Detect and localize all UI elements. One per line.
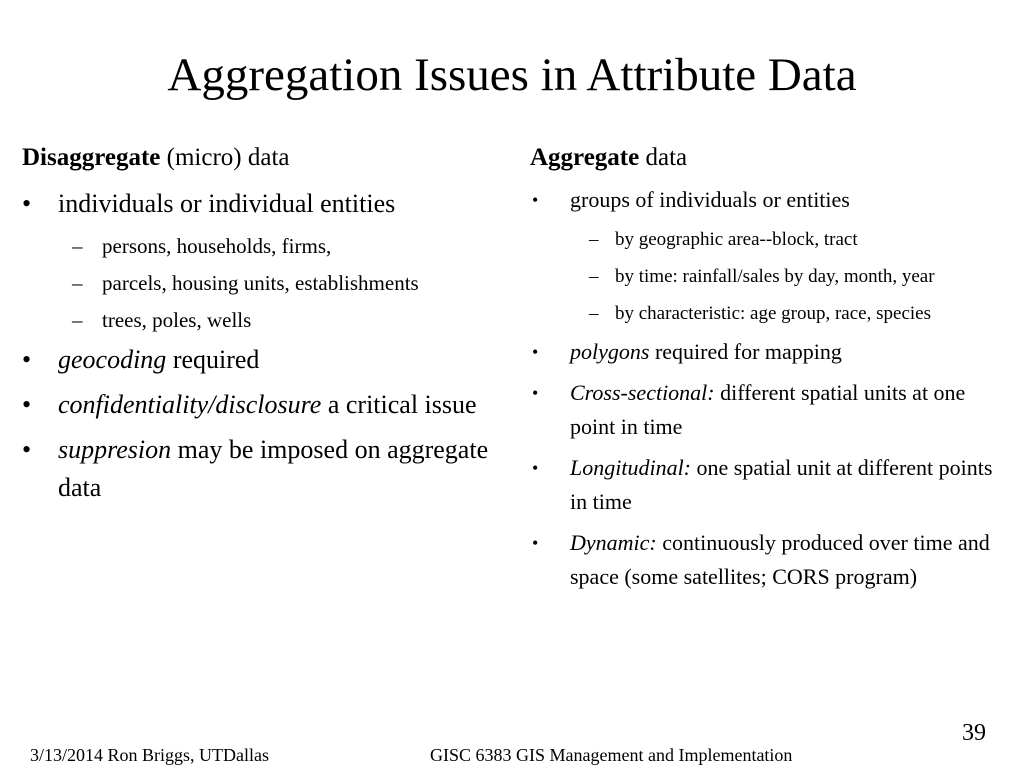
- sub-bullet-text: by time: rainfall/sales by day, month, year: [615, 266, 935, 287]
- bullet-text: groups of individuals or entities: [570, 187, 850, 212]
- bullet-marker: •: [532, 458, 539, 478]
- dash-marker: –: [72, 308, 83, 332]
- left-heading: [22, 143, 502, 173]
- sub-bullet-text: by geographic area--block, tract: [615, 229, 858, 250]
- bullet-groups: [530, 183, 1000, 217]
- bullet-text: different spatial units at one point in time: [570, 380, 966, 439]
- sub-bullet-text: by characteristic: age group, race, species: [615, 303, 931, 324]
- bullet-text: continuously produced over time and space (some satellites; CORS program): [570, 530, 990, 589]
- bullet-geocoding: [22, 341, 502, 379]
- bullet-italic: polygons: [570, 339, 650, 364]
- left-heading-rest: (micro) data: [160, 144, 290, 171]
- bullet-dynamic: [530, 526, 1000, 594]
- bullet-marker: •: [532, 190, 539, 210]
- sub-bullet-trees: [22, 304, 502, 336]
- bullet-marker: •: [22, 435, 32, 464]
- bullet-italic: geocoding: [58, 345, 167, 374]
- bullet-marker: •: [22, 390, 32, 419]
- bullet-text: a critical issue: [321, 390, 477, 419]
- bullet-text: required for mapping: [649, 339, 842, 364]
- bullet-cross-sectional: [530, 376, 1000, 444]
- left-heading-bold: Disaggregate: [22, 144, 161, 171]
- sub-bullet-text: trees, poles, wells: [102, 308, 252, 332]
- dash-marker: –: [72, 234, 83, 258]
- slide-title: Aggregation Issues in Attribute Data: [167, 49, 857, 101]
- sub-bullet-text: persons, households, firms,: [102, 234, 332, 258]
- bullet-suppresion: [22, 431, 502, 507]
- bullet-italic: Dynamic:: [570, 530, 657, 555]
- bullet-text: may be imposed on aggregate data: [58, 435, 489, 502]
- bullet-marker: •: [22, 345, 32, 374]
- bullet-marker: •: [532, 383, 539, 403]
- right-heading-bold: Aggregate: [530, 144, 640, 171]
- right-column: [530, 143, 1000, 601]
- bullet-longitudinal: [530, 451, 1000, 519]
- bullet-text: one spatial unit at different points in time: [570, 455, 993, 514]
- sub-bullet-geographic: [530, 224, 1000, 255]
- left-column: [22, 143, 502, 514]
- bullet-individuals: [22, 185, 502, 223]
- right-heading-rest: data: [639, 144, 688, 171]
- sub-bullet-text: parcels, housing units, establishments: [102, 271, 419, 295]
- bullet-italic: Longitudinal:: [570, 455, 692, 480]
- footer-course: GISC 6383 GIS Management and Implementation: [430, 745, 793, 765]
- dash-marker: –: [589, 266, 599, 287]
- bullet-text: individuals or individual entities: [58, 189, 396, 218]
- bullet-marker: •: [22, 189, 32, 218]
- sub-bullet-persons: [22, 230, 502, 262]
- bullet-marker: •: [532, 533, 539, 553]
- page-number: 39: [962, 720, 986, 746]
- bullet-confidentiality: [22, 386, 502, 424]
- sub-bullet-characteristic: [530, 298, 1000, 329]
- bullet-italic: confidentiality/disclosure: [58, 390, 322, 419]
- dash-marker: –: [589, 303, 599, 324]
- dash-marker: –: [72, 271, 83, 295]
- sub-bullet-time: [530, 261, 1000, 292]
- bullet-marker: •: [532, 342, 539, 362]
- bullet-italic: suppresion: [58, 435, 172, 464]
- dash-marker: –: [589, 229, 599, 250]
- sub-bullet-parcels: [22, 267, 502, 299]
- right-heading: [530, 143, 1000, 173]
- bullet-italic: Cross-sectional:: [570, 380, 715, 405]
- footer-date-author: 3/13/2014 Ron Briggs, UTDallas: [30, 745, 269, 765]
- bullet-polygons: [530, 335, 1000, 369]
- bullet-text: required: [166, 345, 260, 374]
